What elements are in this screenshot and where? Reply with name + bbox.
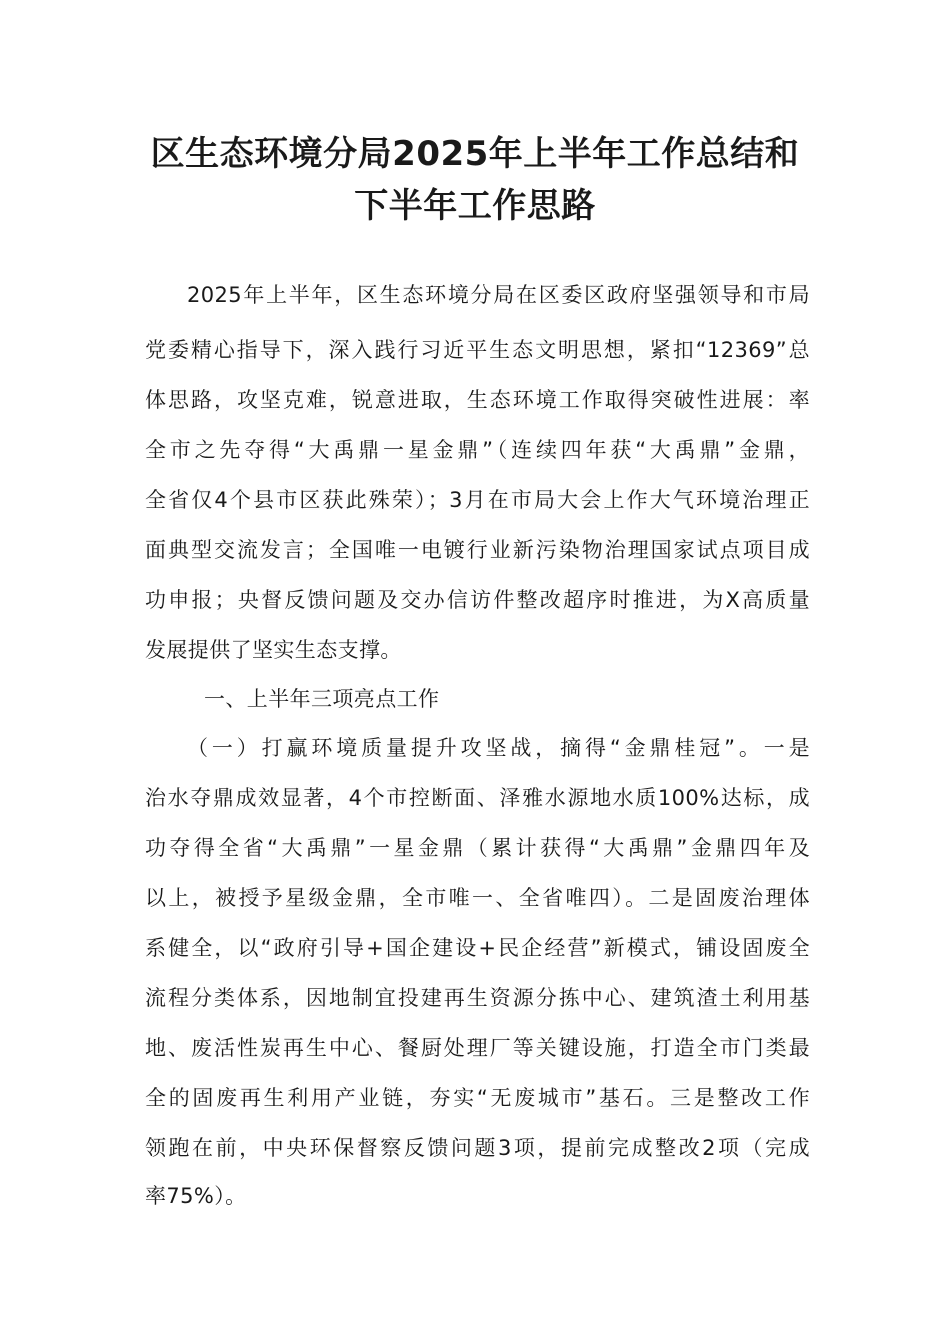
intro-line: 全省仅4个县市区获此殊荣）；3月在市局大会上作大气环境治理正 bbox=[145, 488, 810, 512]
intro-line: 全市之先夺得“大禹鼎一星金鼎”（连续四年获“大禹鼎”金鼎， bbox=[145, 438, 810, 462]
intro-line: 2025年上半年，区生态环境分局在区委区政府坚强领导和市局 bbox=[187, 283, 810, 307]
section-paragraph-line: 率75%）。 bbox=[145, 1184, 247, 1208]
section-paragraph-line: 功夺得全省“大禹鼎”一星金鼎（累计获得“大禹鼎”金鼎四年及 bbox=[145, 836, 810, 860]
intro-line: 体思路，攻坚克难，锐意进取，生态环境工作取得突破性进展：率 bbox=[145, 388, 810, 412]
intro-line: 面典型交流发言；全国唯一电镀行业新污染物治理国家试点项目成 bbox=[145, 538, 810, 562]
section-heading: 一、上半年三项亮点工作 bbox=[204, 687, 440, 711]
document-title-line-1: 区生态环境分局2025年上半年工作总结和 bbox=[150, 134, 800, 174]
intro-line: 功申报；央督反馈问题及交办信访件整改超序时推进，为X高质量 bbox=[145, 588, 810, 612]
intro-line: 党委精心指导下，深入践行习近平生态文明思想，紧扣“12369”总 bbox=[145, 338, 810, 362]
section-paragraph-line: 系健全，以“政府引导+国企建设+民企经营”新模式，铺设固废全 bbox=[145, 936, 810, 960]
section-paragraph-line: （一）打赢环境质量提升攻坚战，摘得“金鼎桂冠”。一是 bbox=[187, 736, 810, 760]
document-title-line-2: 下半年工作思路 bbox=[354, 186, 596, 226]
section-paragraph-line: 地、废活性炭再生中心、餐厨处理厂等关键设施，打造全市门类最 bbox=[145, 1036, 810, 1060]
section-paragraph-line: 以上，被授予星级金鼎，全市唯一、全省唯四）。二是固废治理体 bbox=[145, 886, 810, 910]
intro-line: 发展提供了坚实生态支撑。 bbox=[145, 638, 402, 662]
section-paragraph-line: 全的固废再生利用产业链，夯实“无废城市”基石。三是整改工作 bbox=[145, 1086, 810, 1110]
section-paragraph-line: 领跑在前，中央环保督察反馈问题3项，提前完成整改2项（完成 bbox=[145, 1136, 810, 1160]
section-paragraph-line: 治水夺鼎成效显著，4个市控断面、泽雅水源地水质100%达标，成 bbox=[145, 786, 810, 810]
section-paragraph-line: 流程分类体系，因地制宜投建再生资源分拣中心、建筑渣土利用基 bbox=[145, 986, 810, 1010]
